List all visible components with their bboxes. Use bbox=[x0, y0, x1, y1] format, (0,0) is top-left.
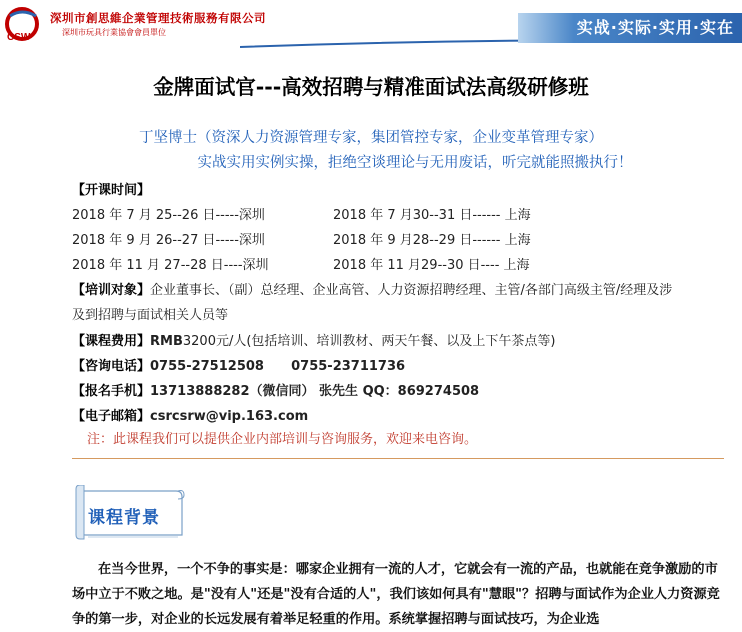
section-divider bbox=[72, 458, 724, 459]
mobile-label: 【报名手机】 bbox=[72, 384, 151, 399]
background-paragraph: 在当今世界，一个不争的事实是：哪家企业拥有一流的人才，它就会有一流的产品，也就能在竞争激励的市场中立于不败之地。是"没有人"还是"没有合适的人"，我们该如何具有"慧眼"？招聘与面试作为企业人力资源竞争的第一步，对企业的长远发展有着举足轻重的作用。系统掌握招聘与面试技巧，为企业选 bbox=[72, 562, 720, 627]
fee-detail: 3200元/人(包括培训、培训教材、两天午餐、以及上下午茶点等) bbox=[182, 334, 556, 349]
phone-line bbox=[72, 355, 405, 374]
page-header bbox=[0, 0, 742, 50]
audience-text-1: 企业董事长、（副）总经理、企业高管、人力资源招聘经理、主管/各部门高级主管/经理及涉 bbox=[150, 283, 673, 298]
lecturer-line: 丁坚博士（资深人力资源管理专家，集团管控专家，企业变革管理专家） bbox=[139, 130, 603, 146]
fee-label: 【课程费用】 bbox=[72, 334, 151, 349]
schedule-shenzhen-2: 2018 年 9 月 26--27 日-----深圳 bbox=[72, 233, 265, 248]
email-label: 【电子邮箱】 bbox=[72, 409, 151, 424]
schedule-shanghai-1: 2018 年 7 月30--31 日------ 上海 bbox=[333, 208, 531, 223]
audience-line-1 bbox=[72, 279, 672, 298]
schedule-shenzhen-3: 2018 年 11 月 27--28 日----深圳 bbox=[72, 258, 269, 273]
company-subtitle: 深圳市玩具行業協會會員單位 bbox=[62, 28, 166, 37]
schedule-shanghai-3: 2018 年 11 月29--30 日---- 上海 bbox=[333, 258, 530, 273]
schedule-label: 【开课时间】 bbox=[72, 183, 151, 198]
fee-line bbox=[72, 330, 555, 349]
section-title-background: 课程背景 bbox=[88, 508, 160, 528]
logo-text: CSW bbox=[7, 32, 31, 43]
service-note: 注：此课程我们可以提供企业内部培训与咨询服务，欢迎来电咨询。 bbox=[87, 432, 478, 447]
audience-line-2: 及到招聘与面试相关人员等 bbox=[72, 308, 229, 323]
email-line bbox=[72, 405, 308, 424]
company-logo-icon bbox=[4, 6, 44, 44]
phone-value[interactable]: 0755-27512508 0755-23711736 bbox=[150, 359, 406, 374]
schedule-shenzhen-1: 2018 年 7 月 25--26 日-----深圳 bbox=[72, 208, 265, 223]
audience-label: 【培训对象】 bbox=[72, 283, 151, 298]
mobile-line bbox=[72, 380, 479, 399]
course-slogan: 实战实用实例实操，拒绝空谈理论与无用废话，听完就能照搬执行！ bbox=[197, 155, 633, 171]
course-title: 金牌面试官---高效招聘与精准面试法高级研修班 bbox=[153, 75, 589, 99]
slogan-banner: 实战·实际·实用·实在 bbox=[518, 13, 742, 43]
company-name: 深圳市創思維企業管理技術服務有限公司 bbox=[50, 11, 266, 25]
mobile-value[interactable]: 13713888282（微信同） 张先生 QQ：869274508 bbox=[150, 384, 480, 399]
phone-label: 【咨询电话】 bbox=[72, 359, 151, 374]
email-value[interactable]: csrcsrw@vip.163.com bbox=[150, 409, 309, 424]
fee-currency: RMB bbox=[150, 334, 183, 349]
schedule-shanghai-2: 2018 年 9 月28--29 日------ 上海 bbox=[333, 233, 531, 248]
